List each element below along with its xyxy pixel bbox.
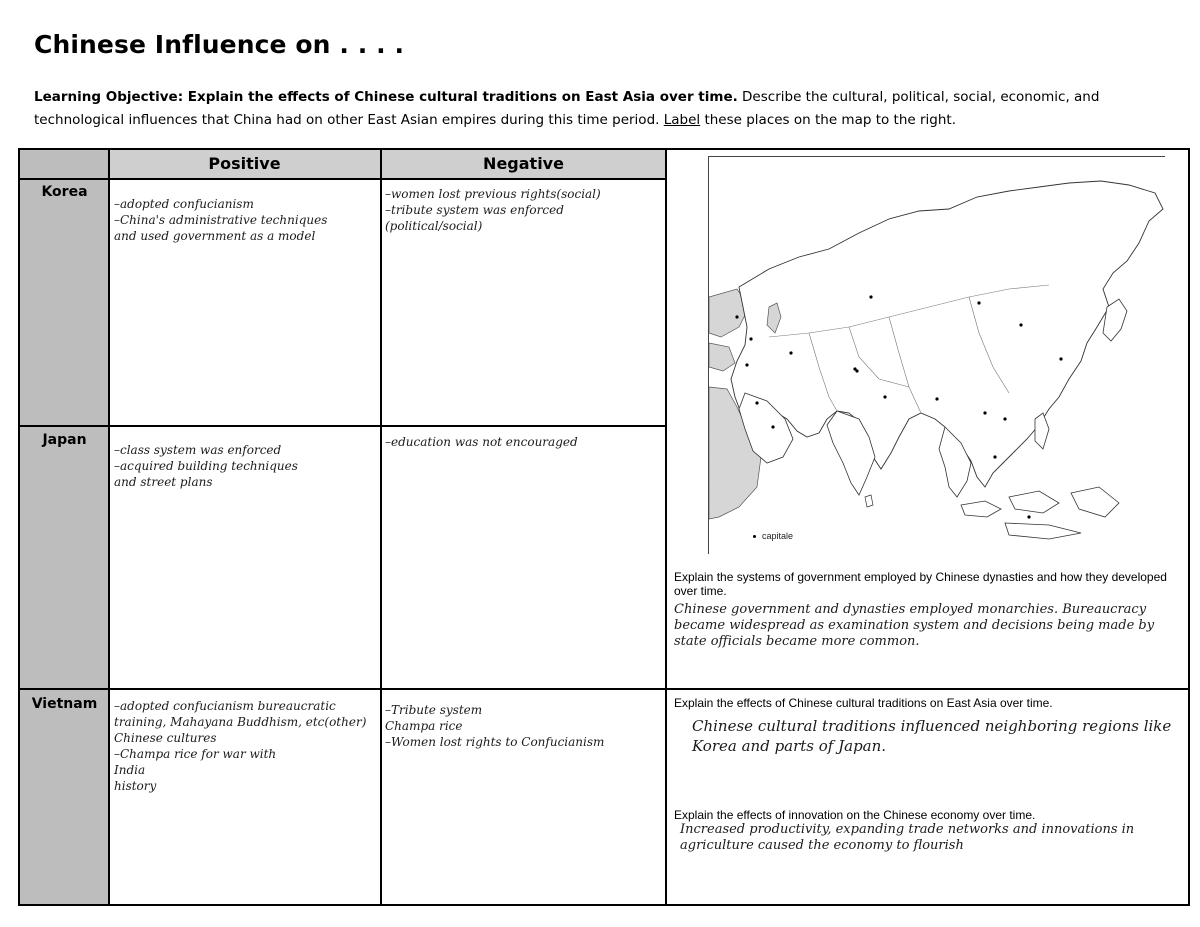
page-title: Chinese Influence on . . . .: [34, 30, 405, 59]
grid-line: [380, 150, 382, 904]
map-drawing: [709, 157, 1166, 555]
objective-bold-text: Learning Objective: Explain the effects of Chinese cultural traditions on East Asia over time.: [34, 89, 738, 105]
objective-label-word: Label: [663, 112, 701, 128]
column-header-positive: Positive: [208, 154, 281, 173]
answer-government[interactable]: Chinese government and dynasties employed monarchies. Bureaucracy became widespread as examination system and decisions being made by state officials became more common.: [674, 602, 1155, 649]
grid-line: [108, 150, 110, 904]
map-legend: [753, 531, 793, 541]
grid-line: [665, 150, 667, 904]
row-label-korea: Korea: [41, 184, 88, 200]
korea-negative-notes[interactable]: –women lost previous rights(social) –tribute system was enforced (political/social): [385, 187, 601, 233]
japan-positive-notes[interactable]: –class system was enforced –acquired building techniques and street plans: [114, 443, 298, 489]
question-prompt-cultural-traditions: Explain the effects of Chinese cultural traditions on East Asia over time.: [674, 696, 1053, 710]
question-prompt-innovation: Explain the effects of innovation on the Chinese economy over time.: [674, 808, 1036, 822]
asia-outline-map[interactable]: [708, 156, 1165, 554]
row-label-vietnam: Vietnam: [31, 696, 98, 712]
learning-objective: [34, 86, 1154, 132]
grid-line: [20, 178, 666, 180]
worksheet-table: [18, 148, 1190, 906]
answer-innovation[interactable]: Increased productivity, expanding trade networks and innovations in agriculture caused the economy to flourish: [680, 822, 1135, 853]
objective-text-end: these places on the map to the right.: [700, 112, 957, 128]
vietnam-positive-notes[interactable]: –adopted confucianism bureaucratic training, Mahayana Buddhism, etc(other) Chinese cultures –Champa rice for war with India history: [114, 699, 367, 793]
row-label-column: [20, 150, 109, 904]
objective-text: Describe the cultural, political, social, economic, and technological influences that China had on other East Asian empires during this time period.: [34, 89, 1100, 128]
row-label-japan: Japan: [42, 432, 87, 448]
map-legend-label: capitale: [762, 531, 794, 541]
answer-cultural-traditions[interactable]: Chinese cultural traditions influenced neighboring regions like Korea and parts of Japan.: [692, 717, 1172, 755]
vietnam-negative-notes[interactable]: –Tribute system Champa rice –Women lost rights to Confucianism: [385, 703, 605, 749]
japan-negative-notes[interactable]: –education was not encouraged: [385, 435, 578, 449]
grid-line: [20, 688, 1188, 690]
question-prompt-government: Explain the systems of government employed by Chinese dynasties and how they developed over time.: [674, 570, 1167, 598]
grid-line: [20, 425, 666, 427]
column-header-negative: Negative: [483, 154, 564, 173]
korea-positive-notes[interactable]: –adopted confucianism –China's administrative techniques and used government as a model: [114, 197, 328, 243]
capital-dot-icon: [753, 535, 756, 538]
